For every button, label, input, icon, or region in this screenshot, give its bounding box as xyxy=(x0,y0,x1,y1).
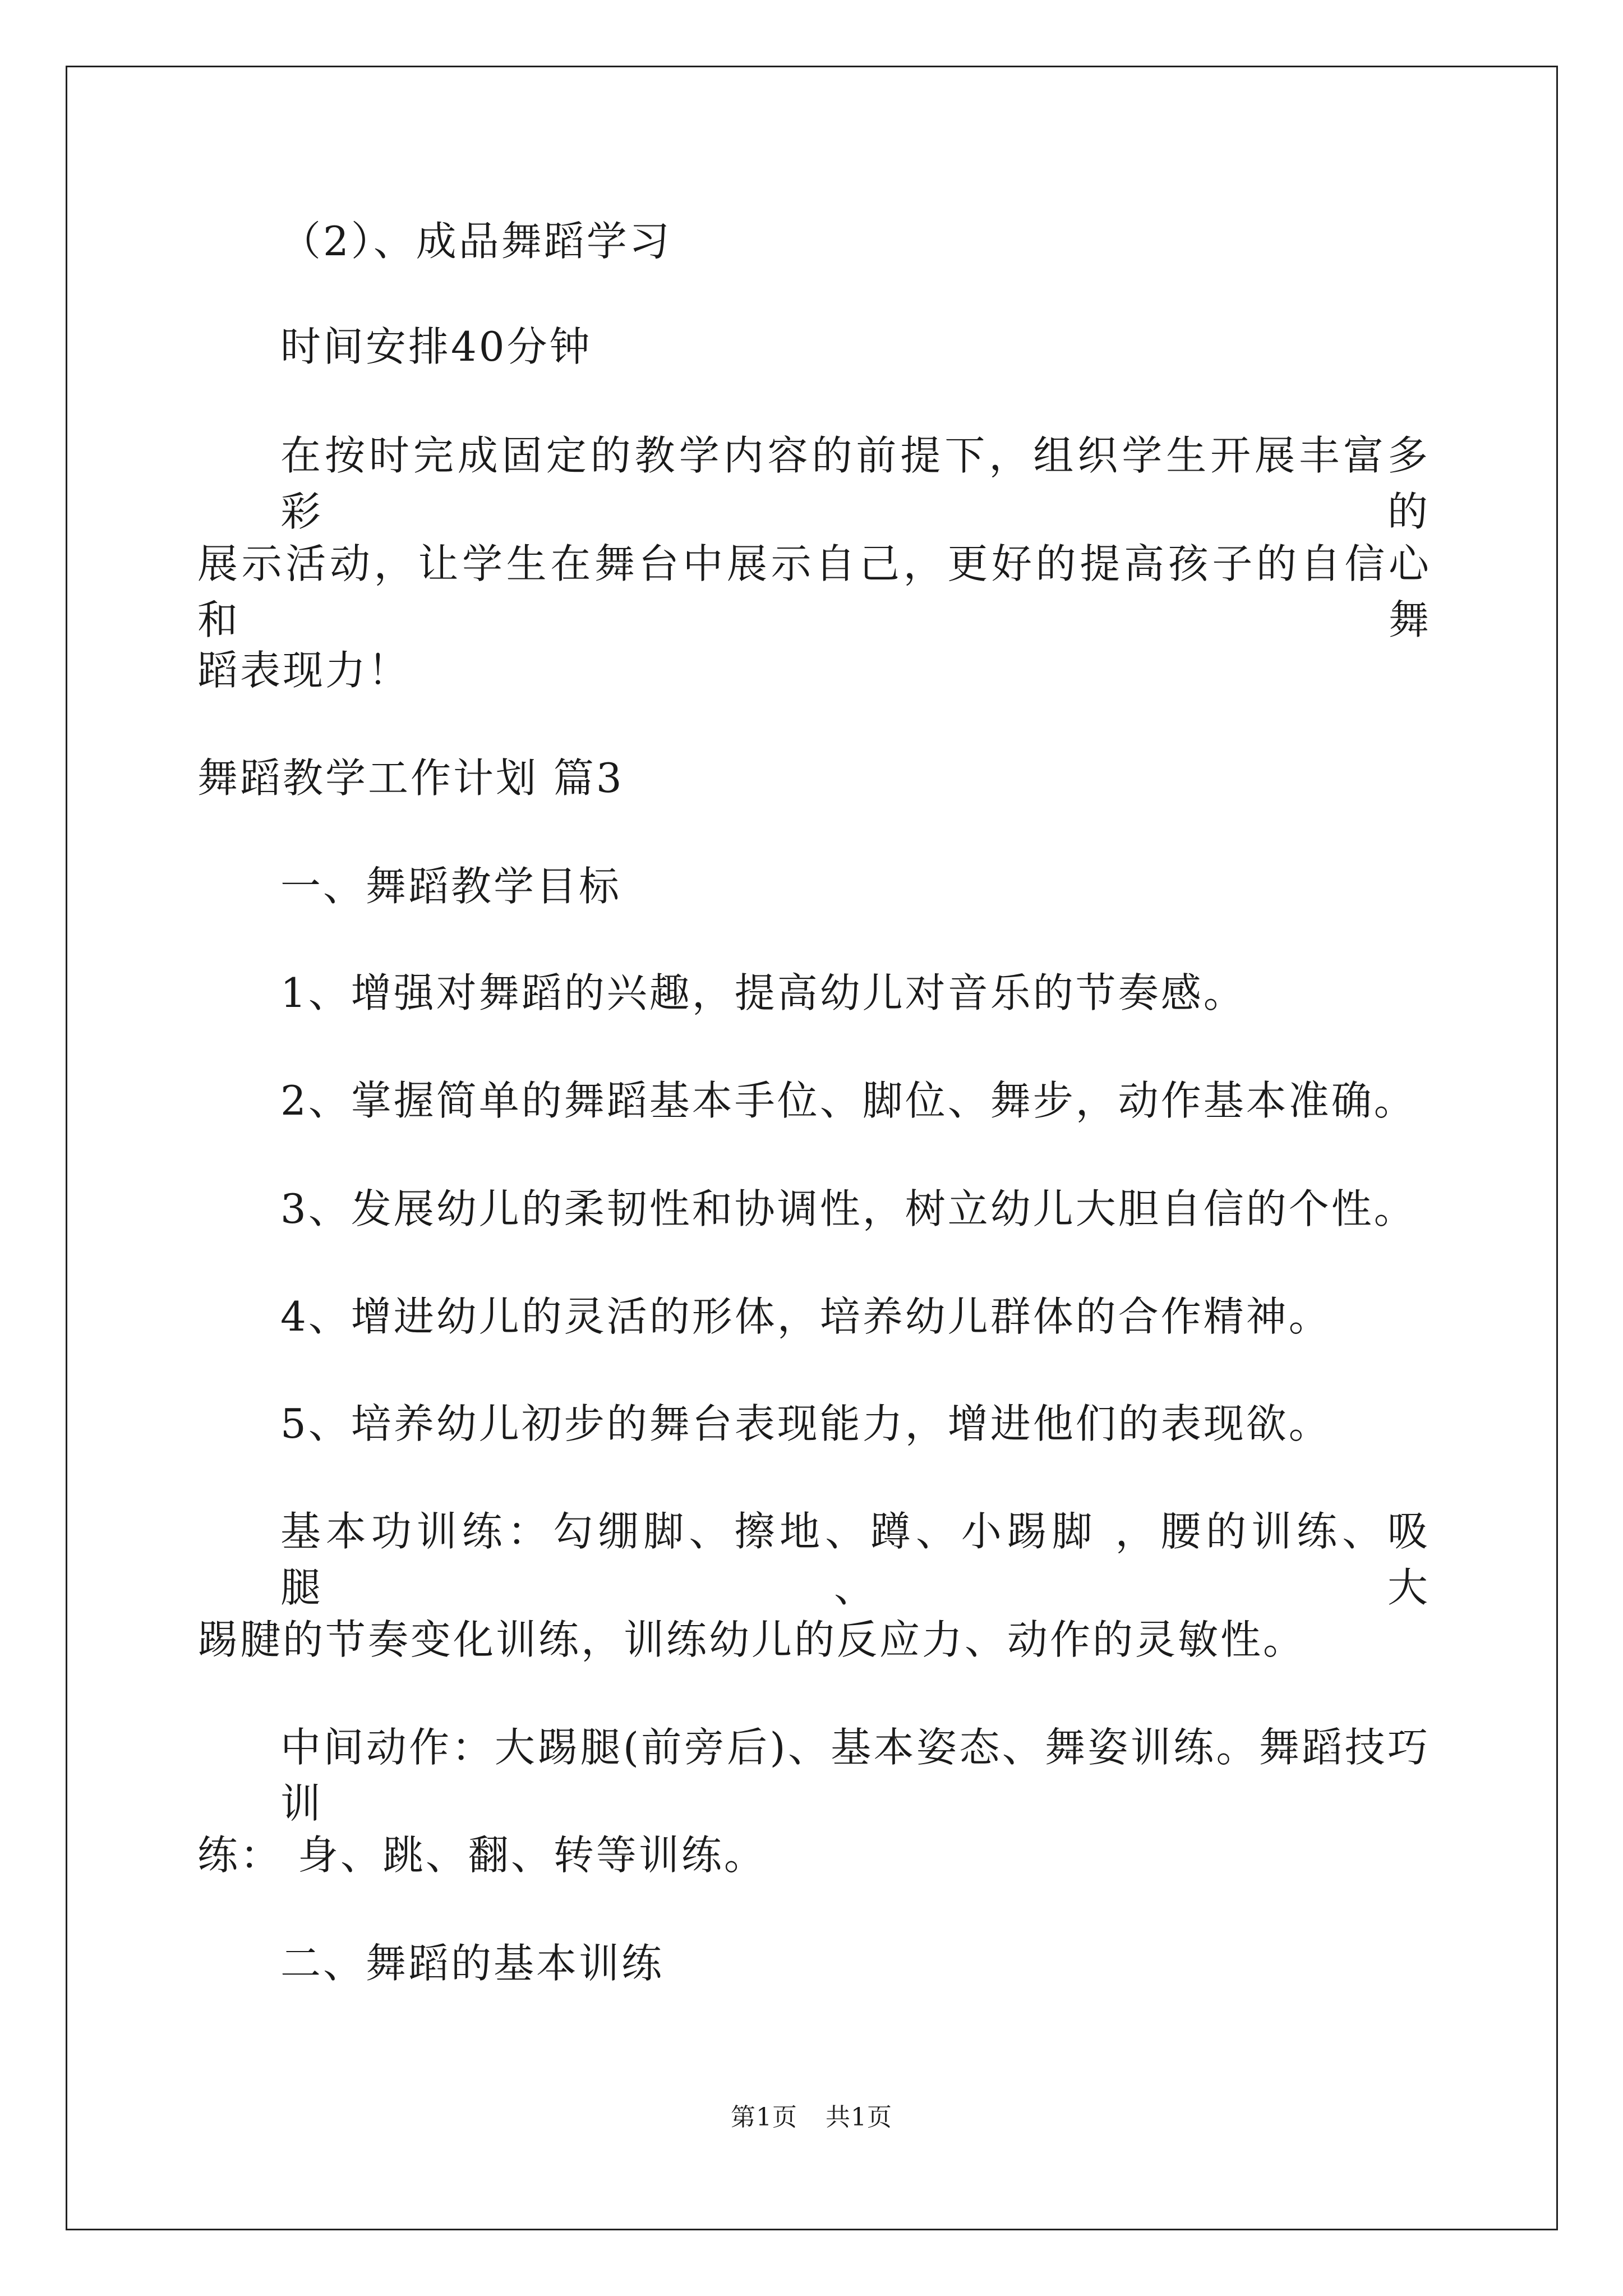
list-item: 2、掌握简单的舞蹈基本手位、脚位、舞步，动作基本准确。 xyxy=(280,1077,1417,1124)
paragraph-line: 练： 身、跳、翻、转等训练。 xyxy=(197,1832,767,1879)
page-footer xyxy=(0,2101,1623,2134)
list-item: 1、增强对舞蹈的兴趣，提高幼儿对音乐的节奏感。 xyxy=(280,969,1246,1016)
paragraph-line: 展示活动，让学生在舞台中展示自己，更好的提高孩子的自信心和舞 xyxy=(197,540,1431,643)
paragraph-line: 在按时完成固定的教学内容的前提下，组织学生开展丰富多彩的 xyxy=(280,432,1430,535)
list-item: 4、增进幼儿的灵活的形体，培养幼儿群体的合作精神。 xyxy=(280,1293,1331,1340)
article-title: 舞蹈教学工作计划 篇3 xyxy=(197,754,624,802)
paragraph-line: 踢腱的节奏变化训练，训练幼儿的反应力、动作的灵敏性。 xyxy=(197,1616,1306,1663)
paragraph-line: 蹈表现力！ xyxy=(197,647,411,694)
paragraph-line: 时间安排40分钟 xyxy=(280,323,592,370)
paragraph-line: 中间动作：大踢腿(前旁后)、基本姿态、舞姿训练。舞蹈技巧训 xyxy=(280,1724,1430,1827)
list-item: 5、培养幼儿初步的舞台表现能力，增进他们的表现欲。 xyxy=(280,1400,1331,1447)
page-total: 共1页 xyxy=(826,2103,892,2132)
section-heading: 二、舞蹈的基本训练 xyxy=(280,1940,665,1987)
paragraph-line: 基本功训练：勾绷脚、擦地、蹲、小踢脚 ，腰的训练、吸腿、大 xyxy=(280,1508,1430,1611)
section-heading-2: （2）、成品舞蹈学习 xyxy=(280,218,672,265)
section-heading: 一、舞蹈教学目标 xyxy=(280,863,622,910)
page-border xyxy=(66,66,1558,2230)
list-item: 3、发展幼儿的柔韧性和协调性，树立幼儿大胆自信的个性。 xyxy=(280,1185,1417,1232)
page-number: 第1页 xyxy=(731,2103,797,2132)
